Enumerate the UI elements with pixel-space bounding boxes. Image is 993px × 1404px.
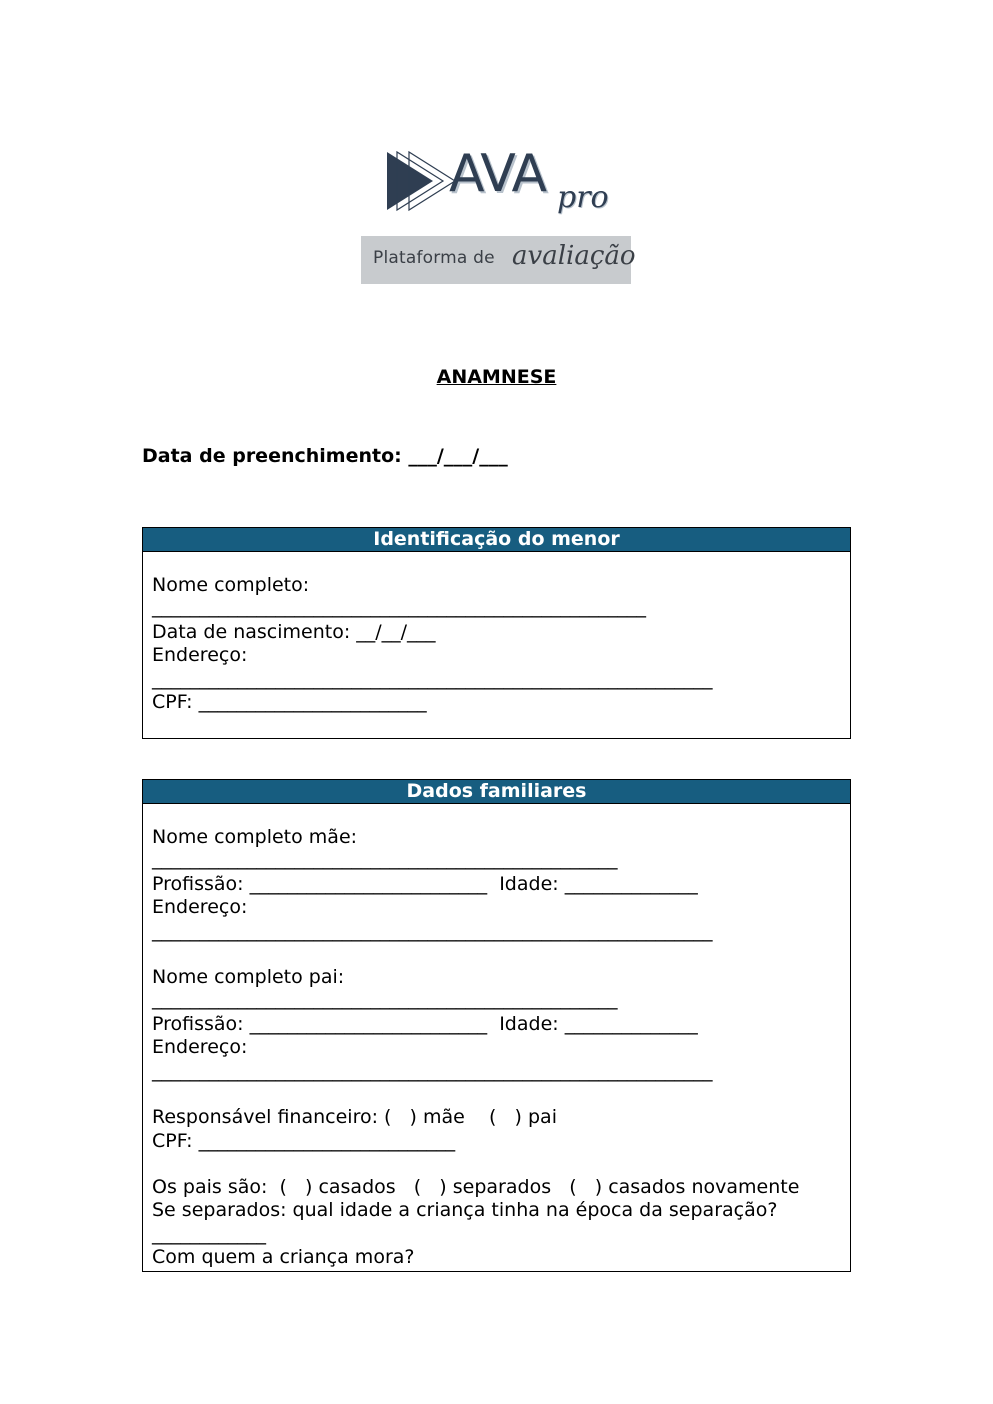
logo-banner	[361, 236, 636, 284]
ava-pro-logo	[361, 144, 636, 285]
mother-profession-age-field[interactable]: Profissão: _________________________ Idade: ______________	[152, 873, 698, 895]
minor-address-blank[interactable]: ___________________________________________________________	[152, 668, 713, 690]
minor-cpf-field[interactable]: CPF: ________________________	[152, 691, 427, 713]
financial-responsible-cpf-field[interactable]: CPF: ___________________________	[152, 1130, 456, 1152]
child-lives-with-question: Com quem a criança mora?	[152, 1246, 415, 1268]
father-profession-age-field[interactable]: Profissão: _________________________ Idade: ______________	[152, 1013, 698, 1035]
mother-address-blank[interactable]: ___________________________________________________________	[152, 920, 713, 942]
minor-name-blank[interactable]: ____________________________________________________	[152, 596, 646, 618]
minor-address-label: Endereço:	[152, 644, 248, 666]
logo-banner-text: Plataforma de	[373, 248, 495, 268]
fill-date-field: Data de preenchimento: ___/___/___	[142, 445, 508, 467]
father-name-label: Nome completo pai:	[152, 966, 345, 988]
mother-name-label: Nome completo mãe:	[152, 826, 358, 848]
father-address-blank[interactable]: ___________________________________________________________	[152, 1060, 713, 1082]
minor-name-label: Nome completo:	[152, 574, 310, 596]
minor-birthdate-field[interactable]: Data de nascimento: __/__/___	[152, 621, 436, 643]
father-address-label: Endereço:	[152, 1036, 248, 1058]
logo-banner-script: avaliação	[512, 241, 636, 271]
father-name-blank[interactable]: _________________________________________________	[152, 988, 618, 1010]
parents-status-options[interactable]: Os pais são: ( ) casados ( ) separados ( ) casados novamente	[152, 1176, 800, 1198]
section-family-data	[142, 779, 851, 1272]
logo-subscript: pro	[557, 180, 609, 215]
section-minor-header: Identificação do menor	[143, 528, 850, 552]
section-minor-identification	[142, 527, 851, 739]
document-title: ANAMNESE	[436, 366, 557, 388]
separation-age-blank[interactable]: ____________	[152, 1223, 266, 1245]
section-family-header: Dados familiares	[143, 780, 850, 804]
mother-name-blank[interactable]: _________________________________________________	[152, 848, 618, 870]
logo-wordmark: AVA	[449, 144, 547, 204]
financial-responsible-options[interactable]: Responsável financeiro: ( ) mãe ( ) pai	[152, 1106, 557, 1128]
mother-address-label: Endereço:	[152, 896, 248, 918]
separation-age-question: Se separados: qual idade a criança tinha na época da separação?	[152, 1199, 778, 1221]
